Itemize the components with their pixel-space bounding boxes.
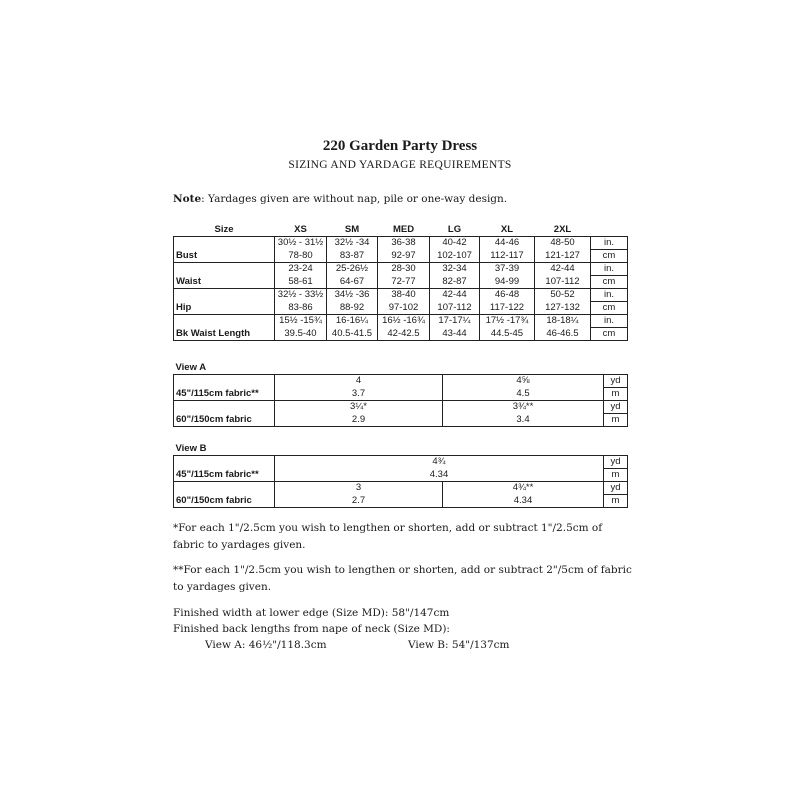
- table-cell: 107-112: [430, 302, 480, 315]
- unit-in: in.: [591, 263, 628, 276]
- table-row: [174, 456, 628, 469]
- table-cell: 50-52: [535, 289, 591, 302]
- unit-cm: cm: [591, 250, 628, 263]
- document-title: 220 Garden Party Dress: [322, 138, 478, 154]
- table-cell: 4.34: [443, 495, 604, 508]
- table-cell: 117-122: [480, 302, 535, 315]
- table-cell: 3¾**: [443, 401, 604, 414]
- table-row: [174, 328, 628, 341]
- table-cell: 42-44: [430, 289, 480, 302]
- table-cell: 18-18¼: [535, 315, 591, 328]
- view-b-length: View B: 54"/137cm: [408, 639, 510, 651]
- document-subtitle: SIZING AND YARDAGE REQUIREMENTS: [288, 159, 512, 171]
- table-cell: 88-92: [327, 302, 378, 315]
- view-b-table: [173, 443, 628, 508]
- table-cell: 121-127: [535, 250, 591, 263]
- table-cell: 48-50: [535, 237, 591, 250]
- table-cell: 4.34: [275, 469, 604, 482]
- table-cell: 25-26½: [327, 263, 378, 276]
- table-cell: 112-117: [480, 250, 535, 263]
- table-cell: 37-39: [480, 263, 535, 276]
- table-cell: 4.5: [443, 388, 604, 401]
- table-cell: 17½ -17¾: [480, 315, 535, 328]
- row-label-hip: Hip: [174, 302, 275, 315]
- size-header-xl: XL: [480, 224, 535, 237]
- table-cell: 16½ -16¾: [378, 315, 430, 328]
- finished-back-lengths: Finished back lengths from nape of neck (Size MD):: [173, 623, 450, 635]
- unit-m: m: [604, 414, 628, 427]
- table-cell: 72-77: [378, 276, 430, 289]
- table-cell: 2.9: [275, 414, 443, 427]
- table-row: [174, 388, 628, 401]
- table-row: [174, 469, 628, 482]
- note-body: : Yardages given are without nap, pile or one-way design.: [201, 193, 508, 205]
- size-header-row: [174, 224, 628, 237]
- unit-in: in.: [591, 289, 628, 302]
- note-label: Note: [173, 193, 202, 205]
- view-a-title: View A: [174, 362, 275, 375]
- unit-yd: yd: [604, 456, 628, 469]
- table-row: [174, 237, 628, 250]
- table-cell: 17-17¼: [430, 315, 480, 328]
- table-row: [174, 495, 628, 508]
- row-label-45-fabric: 45"/115cm fabric**: [174, 388, 275, 401]
- size-header-sm: SM: [327, 224, 378, 237]
- unit-m: m: [604, 388, 628, 401]
- view-a-table: [173, 362, 628, 427]
- table-cell: 102-107: [430, 250, 480, 263]
- table-cell: 92-97: [378, 250, 430, 263]
- table-cell: 46-46.5: [535, 328, 591, 341]
- table-cell: 43-44: [430, 328, 480, 341]
- footnote-single-asterisk: *For each 1"/2.5cm you wish to lengthen or shorten, add or subtract 1"/2.5cm of fabric to yardages given.: [173, 522, 603, 551]
- table-cell: 3.4: [443, 414, 604, 427]
- size-header-med: MED: [378, 224, 430, 237]
- table-cell: 28-30: [378, 263, 430, 276]
- table-row: [174, 276, 628, 289]
- size-header-label: Size: [174, 224, 275, 237]
- table-cell: 32-34: [430, 263, 480, 276]
- table-row: [174, 263, 628, 276]
- table-row: [174, 401, 628, 414]
- table-cell: 30½ - 31½: [275, 237, 327, 250]
- table-cell: 83-86: [275, 302, 327, 315]
- table-cell: 2.7: [275, 495, 443, 508]
- view-b-title: View B: [174, 443, 275, 456]
- table-row: [174, 315, 628, 328]
- table-cell: 4: [275, 375, 443, 388]
- table-cell: 58-61: [275, 276, 327, 289]
- table-cell: 4¾**: [443, 482, 604, 495]
- table-cell: 38-40: [378, 289, 430, 302]
- table-cell: 4⅝: [443, 375, 604, 388]
- unit-m: m: [604, 469, 628, 482]
- footnote-double-asterisk: **For each 1"/2.5cm you wish to lengthen or shorten, add or subtract 2"/5cm of fabric to yardages given.: [173, 564, 632, 593]
- table-cell: 4¾: [275, 456, 604, 469]
- unit-in: in.: [591, 237, 628, 250]
- table-cell: 32½ - 33½: [275, 289, 327, 302]
- table-cell: 44-46: [480, 237, 535, 250]
- table-cell: 3¼*: [275, 401, 443, 414]
- table-cell: 82-87: [430, 276, 480, 289]
- size-header-2xl: 2XL: [535, 224, 591, 237]
- size-header-xs: XS: [275, 224, 327, 237]
- table-cell: 40.5-41.5: [327, 328, 378, 341]
- unit-yd: yd: [604, 482, 628, 495]
- table-row: [174, 302, 628, 315]
- row-label-waist: Waist: [174, 276, 275, 289]
- table-cell: 15½ -15¾: [275, 315, 327, 328]
- table-row: [174, 482, 628, 495]
- unit-cm: cm: [591, 328, 628, 341]
- unit-cm: cm: [591, 302, 628, 315]
- row-label-60-fabric: 60"/150cm fabric: [174, 414, 275, 427]
- note-text: [173, 193, 507, 205]
- table-cell: 42-42.5: [378, 328, 430, 341]
- table-cell: 44.5-45: [480, 328, 535, 341]
- table-cell: 127-132: [535, 302, 591, 315]
- table-row: [174, 414, 628, 427]
- table-cell: 78-80: [275, 250, 327, 263]
- row-label-bk-waist-length: Bk Waist Length: [174, 328, 275, 341]
- table-cell: 94-99: [480, 276, 535, 289]
- table-cell: 46-48: [480, 289, 535, 302]
- unit-yd: yd: [604, 375, 628, 388]
- table-cell: 97-102: [378, 302, 430, 315]
- row-label-45-fabric: 45"/115cm fabric**: [174, 469, 275, 482]
- table-row: [174, 375, 628, 388]
- table-cell: 34½ -36: [327, 289, 378, 302]
- table-cell: 32½ -34: [327, 237, 378, 250]
- table-cell: 42-44: [535, 263, 591, 276]
- unit-in: in.: [591, 315, 628, 328]
- finished-width: Finished width at lower edge (Size MD): 58"/147cm: [173, 607, 450, 619]
- table-cell: 83-87: [327, 250, 378, 263]
- view-a-length: View A: 46½"/118.3cm: [205, 639, 327, 651]
- unit-cm: cm: [591, 276, 628, 289]
- table-cell: 107-112: [535, 276, 591, 289]
- table-cell: 3.7: [275, 388, 443, 401]
- size-table: [173, 224, 628, 341]
- table-cell: 39.5-40: [275, 328, 327, 341]
- table-cell: 40-42: [430, 237, 480, 250]
- unit-yd: yd: [604, 401, 628, 414]
- table-cell: 36-38: [378, 237, 430, 250]
- table-cell: 16-16¼: [327, 315, 378, 328]
- table-row: [174, 289, 628, 302]
- table-row: [174, 250, 628, 263]
- table-cell: 3: [275, 482, 443, 495]
- unit-m: m: [604, 495, 628, 508]
- row-label-60-fabric: 60"/150cm fabric: [174, 495, 275, 508]
- table-cell: 64-67: [327, 276, 378, 289]
- table-cell: 23-24: [275, 263, 327, 276]
- row-label-bust: Bust: [174, 250, 275, 263]
- size-header-lg: LG: [430, 224, 480, 237]
